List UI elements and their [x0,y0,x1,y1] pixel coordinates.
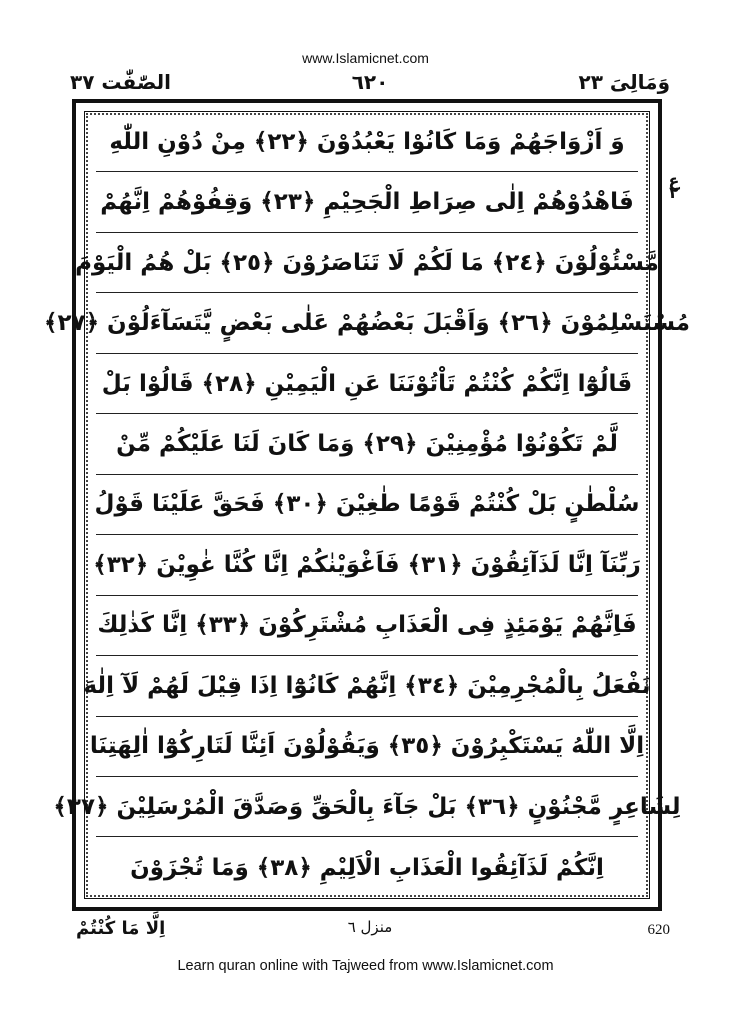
page-number-arabic: ٦٢٠ [351,70,389,94]
ruku-margin-mark: ع ٢ [668,171,680,202]
text-line: لَّمْ تَكُوْنُوْا مُؤْمِنِيْنَ ﴿٢٩﴾ وَمَا كَانَ لَنَا عَلَيْكُمْ مِّنْ [96,414,638,474]
text-line: نَفْعَلُ بِالْمُجْرِمِيْنَ ﴿٣٤﴾ اِنَّهُمْ كَانُوْٓا اِذَا قِيْلَ لَهُمْ لَآ اِلٰهَ [96,656,638,716]
text-line: رَبِّنَآ اِنَّا لَذَآئِقُوْنَ ﴿٣١﴾ فَاَغْوَيْنٰكُمْ اِنَّا كُنَّا غٰوِيْنَ ﴿٣٢﴾ [96,535,638,595]
text-line: اِلَّا اللّٰهُ يَسْتَكْبِرُوْنَ ﴿٣٥﴾ وَيَقُوْلُوْنَ اَئِنَّا لَتَارِكُوْٓا اٰلِهَتِنَا [96,717,638,777]
manzil-label: منزل ٦ [347,918,393,936]
text-line: فَاهْدُوْهُمْ اِلٰى صِرَاطِ الْجَحِيْمِ ﴿٢٣﴾ وَقِفُوْهُمْ اِنَّهُمْ [96,172,638,232]
page-number-latin: 620 [647,922,670,938]
text-line: سُلْطٰنٍ بَلْ كُنْتُمْ قَوْمًا طٰغِيْنَ ﴿٣٠﴾ فَحَقَّ عَلَيْنَا قَوْلُ [96,475,638,535]
text-line: مُسْتَسْلِمُوْنَ ﴿٢٦﴾ وَاَقْبَلَ بَعْضُهُمْ عَلٰى بَعْضٍ يَّتَسَآءَلُوْنَ ﴿٢٧﴾ [96,293,638,353]
bottom-note: Learn quran online with Tajweed from www.Islamicnet.com [177,958,554,974]
text-line: اِنَّكُمْ لَذَآئِقُوا الْعَذَابِ الْاَلِيْمِ ﴿٣٨﴾ وَمَا تُجْزَوْنَ [130,854,604,881]
text-line: وَ اَزْوَاجَهُمْ وَمَا كَانُوْا يَعْبُدُوْنَ ﴿٢٢﴾ مِنْ دُوْنِ اللّٰهِ [96,112,638,172]
catchword: اِلَّا مَا كُنْتُمْ [76,918,166,939]
text-line: مَّسْئُوْلُوْنَ ﴿٢٤﴾ مَا لَكُمْ لَا تَنَاصَرُوْنَ ﴿٢٥﴾ بَلْ هُمُ الْيَوْمَ [96,233,638,293]
juz-name: وَمَالِیَ ٢٣ [578,70,670,94]
text-line: قَالُوْٓا اِنَّكُمْ كُنْتُمْ تَاْتُوْنَنَا عَنِ الْيَمِيْنِ ﴿٢٨﴾ قَالُوْا بَلْ [96,354,638,414]
surah-name: الصّٰفّٰت ٣٧ [70,70,172,94]
site-url[interactable]: www.Islamicnet.com [302,50,429,66]
text-line: لِشَاعِرٍ مَّجْنُوْنٍ ﴿٣٦﴾ بَلْ جَآءَ بِالْحَقِّ وَصَدَّقَ الْمُرْسَلِيْنَ ﴿٣٧﴾ [96,777,638,837]
page-header [70,68,670,98]
text-line: فَاِنَّهُمْ يَوْمَئِذٍ فِى الْعَذَابِ مُشْتَرِكُوْنَ ﴿٣٣﴾ اِنَّا كَذٰلِكَ [96,596,638,656]
page-footer [70,918,670,948]
